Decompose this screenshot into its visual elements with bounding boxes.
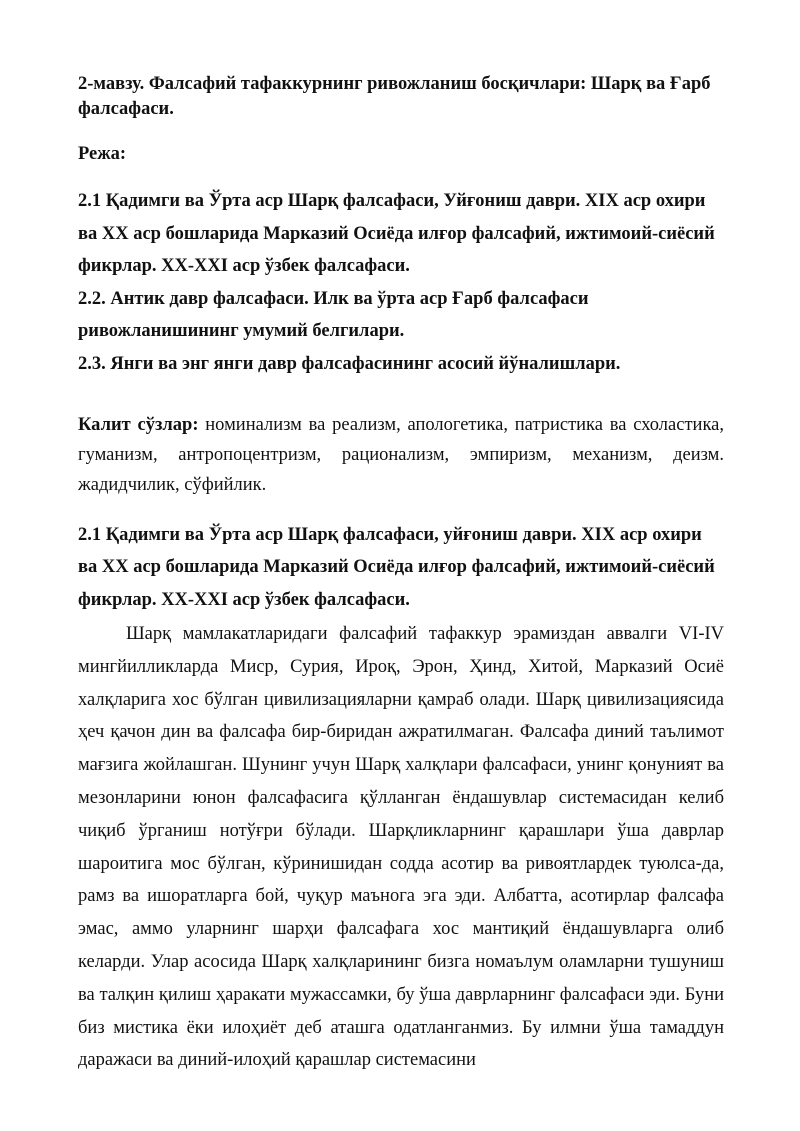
keywords-text: номинализм ва реализм, апологетика, патристика ва схоластика, гуманизм, антропоцентризм, рационализм, эмпиризм, механизм, деизм. жадидчилик, сўфийлик. [78,415,724,495]
section-heading-2-1: 2.1 Қадимги ва Ўрта аср Шарқ фалсафаси, уйғониш даври. XIX аср охири ва XX аср бошларида Марказий Осиёда илғор фалсафий, ижтимоий-сиёсий фикрлар. XX-XXI аср ўзбек фалсафаси. [78,524,715,610]
body-paragraph: Шарқ мамлакатларидаги фалсафий тафаккур эрамиздан аввалги VI-IV мингйилликларда Миср, Сурия, Ироқ, Эрон, Ҳинд, Хитой, Марказий Осиё халқларига хос бўлган цивилизацияларни қамраб олади. Шарқ цивилизациясида ҳеч қачон дин ва фалсафа бир-биридан ажратилмаган. Фалсафа диний таълимот мағзига жойлашган. Шунинг учун Шарқ халқлари фалсафаси, унинг қонуният ва мезонларини юнон фалсафасига қўлланган ёндашувлар системасидан келиб чиқиб ўрганиш нотўғри бўлади. Шарқликларнинг қарашлари ўша даврлар шароитига мос бўлган, кўринишидан содда асотир ва ривоятлардек туюлса-да, рамз ва ишоратларга бой, чуқур маънога эга эди. Албатта, асотирлар фалсафа эмас, аммо уларнинг шарҳи фалсафага хос мантиқий ёндашувларга олиб келарди. Улар асосида Шарқ халқларининг бизга номаълум оламларни тушуниш ва талқин қилиш ҳаракати мужассамки, бу ўша даврларнинг фалсафаси эди. Буни биз мистика ёки илоҳиёт деб аташга одатланганмиз. Бу илмни ўша тамаддун даражаси ва диний-илоҳий қарашлар системасини [78,624,724,1071]
plan-item-2-2: 2.2. Антик давр фалсафаси. Илк ва ўрта аср Ғарб фалсафаси ривожланишининг умумий белгилари. [78,288,589,341]
plan-item-2-3: 2.3. Янги ва энг янги давр фалсафасининг асосий йўналишлари. [78,353,621,374]
plan-label: Режа: [78,144,127,164]
plan-list [78,185,724,380]
keywords-paragraph [78,410,724,500]
plan-item-2-1: 2.1 Қадимги ва Ўрта аср Шарқ фалсафаси, Уйғониш даври. XIX аср охири ва XX аср бошларида Марказий Осиёда илғор фалсафий, ижтимоий-сиёсий фикрлар. XX-XXI аср ўзбек фалсафаси. [78,191,715,276]
document-page [78,72,724,1077]
document-title: 2-мавзу. Фалсафий тафаккурнинг ривожланиш босқичлари: Шарқ ва Ғарб фалсафаси. [78,74,711,119]
keywords-label: Калит сўзлар: [78,415,199,435]
